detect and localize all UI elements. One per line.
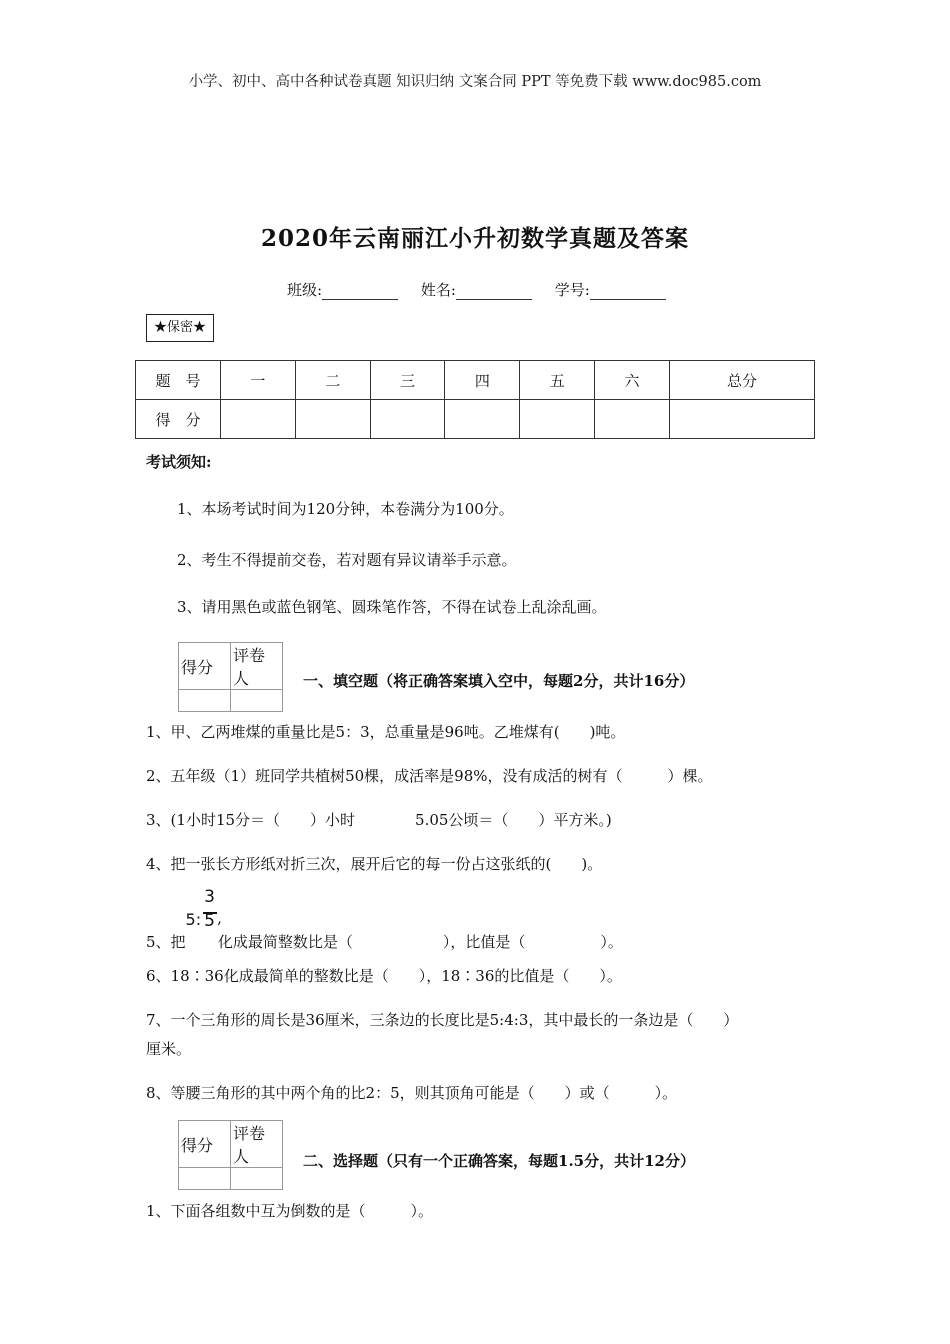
- exam-title: 2020年云南丽江小升初数学真题及答案: [260, 225, 689, 252]
- score-cell[interactable]: [595, 400, 670, 439]
- q5-comma: ,: [217, 909, 222, 927]
- q5-suffix: 化成最简整数比是（ ），比值是（ ）。: [217, 933, 623, 951]
- question-7-line-1: 7、一个三角形的周长是36厘米，三条边的长度比是5:4:3，其中最长的一条边是（ ）: [146, 1011, 739, 1029]
- score-header-cell: 总分: [669, 361, 814, 400]
- score-cell[interactable]: [295, 400, 370, 439]
- question-4: 4、把一张长方形纸对折三次，展开后它的每一份占这张纸的( )。: [146, 855, 603, 873]
- grader-score-label: 得分: [179, 643, 231, 690]
- score-header-cell: 四: [445, 361, 520, 400]
- score-table: [135, 360, 815, 439]
- name-blank[interactable]: [456, 285, 532, 300]
- score-header-cell: 一: [221, 361, 296, 400]
- question-7-line-2: 厘米。: [146, 1040, 192, 1058]
- question-1: 1、甲、乙两堆煤的重量比是5：3，总重量是96吨。乙堆煤有( )吨。: [146, 723, 626, 741]
- q5-ratio: 5:: [185, 910, 202, 929]
- grader-score-cell[interactable]: [179, 1168, 231, 1190]
- id-label: 学号:: [554, 281, 590, 299]
- q5-numerator: 3: [204, 887, 215, 907]
- q5-denominator: 5: [204, 911, 215, 931]
- score-table-score-row: [136, 400, 815, 439]
- score-header-cell: 三: [370, 361, 445, 400]
- grader-score-cell[interactable]: [179, 690, 231, 712]
- question-8: 8、等腰三角形的其中两个角的比2：5，则其顶角可能是（ ）或（ ）。: [146, 1084, 678, 1102]
- notice-rule: 1、本场考试时间为120分钟，本卷满分为100分。: [177, 500, 514, 518]
- score-cell[interactable]: [221, 400, 296, 439]
- grader-score-label: 得分: [179, 1121, 231, 1168]
- score-cell[interactable]: [669, 400, 814, 439]
- grader-name-label: 评卷人: [231, 1121, 283, 1168]
- section-2-title: 二、选择题（只有一个正确答案，每题1.5分，共计12分）: [303, 1152, 695, 1170]
- score-cell[interactable]: [445, 400, 520, 439]
- class-label: 班级:: [287, 281, 323, 299]
- id-blank[interactable]: [590, 285, 666, 300]
- confidential-badge: ★保密★: [146, 314, 214, 342]
- score-cell[interactable]: [370, 400, 445, 439]
- question-2: 2、五年级（1）班同学共植树50棵，成活率是98%，没有成活的树有（ ）棵。: [146, 767, 713, 785]
- score-header-cell: 六: [595, 361, 670, 400]
- notice-rule: 2、考生不得提前交卷，若对题有异议请举手示意。: [177, 551, 517, 569]
- name-label: 姓名:: [420, 281, 456, 299]
- question-3: 3、(1小时15分＝（ ）小时 5.05公顷＝（ ）平方米。): [146, 811, 612, 829]
- grader-box: [178, 1120, 283, 1190]
- site-header-line: 小学、初中、高中各种试卷真题 知识归纳 文案合同 PPT 等免费下载 www.doc985.com: [188, 74, 762, 90]
- notice-title: 考试须知:: [146, 453, 212, 471]
- score-row-label: 得 分: [136, 400, 221, 439]
- score-table-header-row: [136, 361, 815, 400]
- student-info-line: [287, 279, 684, 300]
- score-header-cell: 二: [295, 361, 370, 400]
- q5-prefix: 5、把: [146, 933, 186, 951]
- score-header-cell: 五: [520, 361, 595, 400]
- question-6: 6、18∶36化成最简单的整数比是（ ），18∶36的比值是（ ）。: [146, 967, 622, 985]
- section-2-question-1: 1、下面各组数中互为倒数的是（ ）。: [146, 1202, 434, 1220]
- grader-name-cell[interactable]: [231, 690, 283, 712]
- question-5: [146, 887, 631, 951]
- score-header-cell: 题 号: [136, 361, 221, 400]
- score-cell[interactable]: [520, 400, 595, 439]
- notice-rule: 3、请用黑色或蓝色钢笔、圆珠笔作答，不得在试卷上乱涂乱画。: [177, 598, 607, 616]
- section-1-title: 一、填空题（将正确答案填入空中，每题2分，共计16分）: [303, 672, 695, 690]
- grader-name-cell[interactable]: [231, 1168, 283, 1190]
- grader-name-label: 评卷人: [231, 643, 283, 690]
- class-blank[interactable]: [322, 285, 398, 300]
- grader-box: [178, 642, 283, 712]
